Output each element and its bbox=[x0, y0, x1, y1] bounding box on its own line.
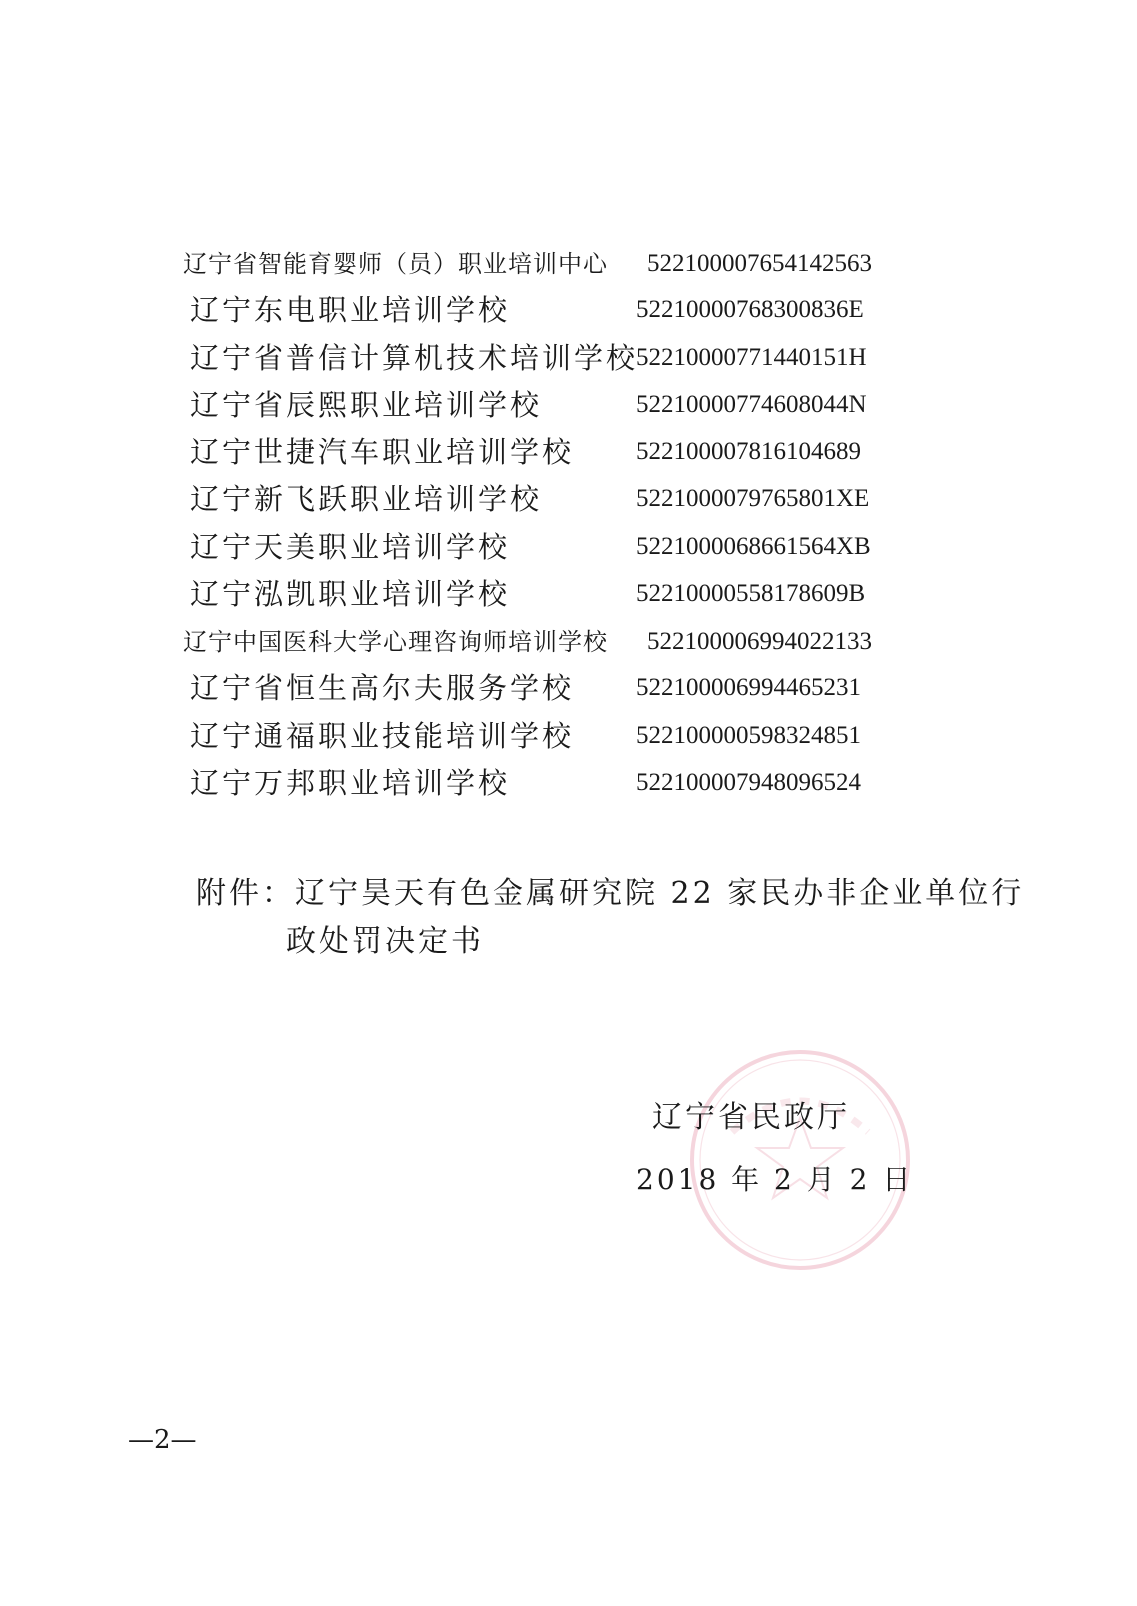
org-name: 辽宁天美职业培训学校 bbox=[190, 530, 511, 564]
list-item bbox=[0, 574, 1137, 614]
list-item bbox=[0, 432, 1137, 472]
credit-code: 522100006994465231 bbox=[636, 674, 861, 701]
org-name: 辽宁省普信计算机技术培训学校 bbox=[190, 341, 639, 375]
credit-code: 522100000598324851 bbox=[636, 722, 861, 749]
credit-code: 522100007654142563 bbox=[647, 250, 872, 277]
list-item bbox=[0, 668, 1137, 708]
org-name: 辽宁通福职业技能培训学校 bbox=[190, 719, 575, 753]
org-name: 辽宁新飞跃职业培训学校 bbox=[190, 482, 543, 516]
org-name: 辽宁泓凯职业培训学校 bbox=[190, 577, 511, 611]
issue-date: 2018 年 2 月 2 日 bbox=[636, 1163, 914, 1196]
org-name: 辽宁万邦职业培训学校 bbox=[190, 766, 511, 800]
attachment-label: 附件： bbox=[196, 876, 295, 911]
credit-code: 52210000771440151H bbox=[636, 344, 867, 371]
list-item bbox=[0, 338, 1137, 378]
org-name: 辽宁东电职业培训学校 bbox=[190, 293, 511, 327]
credit-code: 5221000079765801XE bbox=[636, 485, 870, 512]
org-name: 辽宁省恒生高尔夫服务学校 bbox=[190, 671, 575, 705]
list-item bbox=[0, 385, 1137, 425]
list-item bbox=[0, 527, 1137, 567]
list-item bbox=[0, 479, 1137, 519]
credit-code: 52210000774608044N bbox=[636, 391, 867, 418]
attachment-title-continued: 政处罚决定书 bbox=[286, 924, 484, 959]
credit-code: 522100006994022133 bbox=[647, 628, 872, 655]
credit-code: 522100007816104689 bbox=[636, 438, 861, 465]
credit-code: 522100007948096524 bbox=[636, 769, 861, 796]
org-name: 辽宁中国医科大学心理咨询师培训学校 bbox=[183, 628, 608, 656]
page-number: —2— bbox=[128, 1425, 197, 1455]
org-name: 辽宁世捷汽车职业培训学校 bbox=[190, 435, 575, 469]
list-item bbox=[0, 290, 1137, 330]
list-item bbox=[0, 622, 1137, 662]
org-name: 辽宁省辰熙职业培训学校 bbox=[190, 388, 543, 422]
list-item bbox=[0, 763, 1137, 803]
org-name: 辽宁省智能育婴师（员）职业培训中心 bbox=[183, 250, 608, 278]
credit-code: 5221000068661564XB bbox=[636, 533, 871, 560]
credit-code: 52210000558178609B bbox=[636, 580, 866, 607]
list-item bbox=[0, 716, 1137, 756]
issuing-org: 辽宁省民政厅 bbox=[652, 1100, 850, 1135]
attachment-line bbox=[196, 870, 1024, 918]
attachment-title: 辽宁昊天有色金属研究院 22 家民办非企业单位行 bbox=[295, 876, 1025, 911]
credit-code: 52210000768300836E bbox=[636, 296, 864, 323]
list-item bbox=[0, 244, 1137, 284]
